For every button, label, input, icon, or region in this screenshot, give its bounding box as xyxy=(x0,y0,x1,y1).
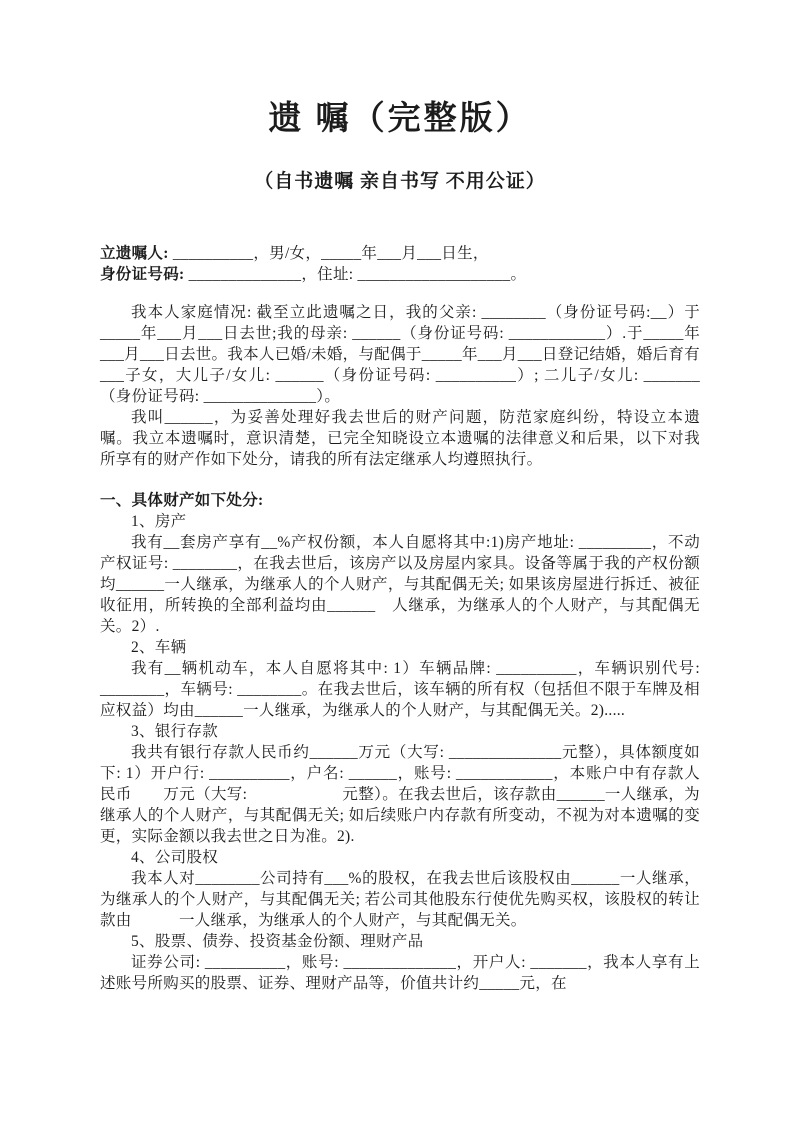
item-heading-vehicle: 2、车辆 xyxy=(131,638,187,656)
page-subtitle: （自书遗嘱 亲自书写 不用公证） xyxy=(254,170,546,192)
item-body-bank-deposit: 我共有银行存款人民币约______万元（大写: ______________元整），具体额度如下: 1）开户行: __________，户名: ______，账号: ____________，本账户中有存款人民币 万元（大写: 元整）。在我去世后，该存款由______一人继承，为继承人的个人财产，与其配偶无关; 如后续账户内存款有所变动，不视为对本遗嘱的变更，实际金额以我去世之日为准。2). xyxy=(100,743,700,845)
testator-id-line: ______________，住址: ___________________。 xyxy=(184,265,527,283)
testator-info-paragraph xyxy=(100,243,700,285)
item-heading-company-equity: 4、公司股权 xyxy=(131,848,219,866)
item-body-house: 我有__套房产享有__%产权份额，本人自愿将其中:1)房产地址: _________，不动产权证号: ________，在我去世后，该房产以及房屋内家具。设备等属于我的产权份额均______一人继承，为继承人的个人财产，与其配偶无关; 如果该房屋进行拆迁、被征收征用，所转换的全部利益均由______ 人继承，为继承人的个人财产，与其配偶无关。2）. xyxy=(100,533,700,635)
declaration-paragraph: 我叫______，为妥善处理好我去世后的财产问题，防范家庭纠纷，特设立本遗嘱。我立本遗嘱时，意识清楚，已完全知晓设立本遗嘱的法律意义和后果，以下对我所享有的财产作如下处分，请我的所有法定继承人均遵照执行。 xyxy=(100,408,700,468)
page-title: 遗 嘱（完整版） xyxy=(268,101,532,137)
item-heading-bank-deposit: 3、银行存款 xyxy=(131,722,219,740)
testator-id-label: 身份证号码: xyxy=(100,265,185,283)
document-body xyxy=(100,243,700,994)
section-heading-property-disposal: 一、具体财产如下处分: xyxy=(100,491,264,509)
family-situation-paragraph: 我本人家庭情况: 截至立此遗嘱之日，我的父亲: ________（身份证号码:__）于_____年___月___日去世;我的母亲: ______（身份证号码: ____________）.于_____年___月___日去世。我本人已婚/未婚，与配偶于_____年___月___日登记结婚，婚后育有___子女，大儿子/女儿: ______（身份证号码: __________）; 二儿子/女儿: _______（身份证号码: ______________）。 xyxy=(100,303,700,405)
testator-name-line: __________，男/女，_____年___月___日生， xyxy=(168,244,489,262)
item-heading-house: 1、房产 xyxy=(131,512,187,530)
item-heading-securities: 5、股票、债券、投资基金份额、理财产品 xyxy=(131,932,424,950)
item-body-vehicle: 我有__辆机动车，本人自愿将其中: 1）车辆品牌: __________，车辆识别代号: ________，车辆号: ________。在我去世后，该车辆的所有权（包括但不限于车牌及相应权益）均由______一人继承，为继承人的个人财产，与其配偶无关。2)..... xyxy=(100,659,700,719)
testator-name-label: 立遗嘱人: xyxy=(100,244,169,262)
item-body-company-equity: 我本人对________公司持有___%的股权，在我去世后该股权由______一人继承，为继承人的个人财产，与其配偶无关; 若公司其他股东行使优先购买权，该股权的转让款由 一人继承，为继承人的个人财产，与其配偶无关。 xyxy=(100,869,700,929)
item-body-securities: 证券公司: __________，账号: ______________，开户人: _______，我本人享有上述账号所购买的股票、证券、理财产品等，价值共计约_____元，在 xyxy=(100,953,700,992)
